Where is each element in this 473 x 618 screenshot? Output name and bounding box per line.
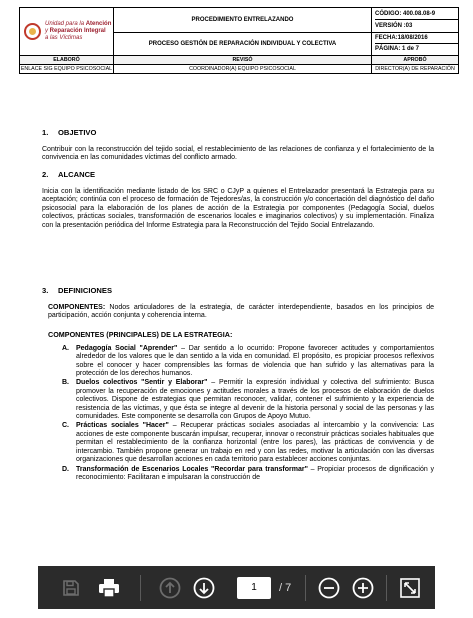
fit-page-button[interactable]	[393, 571, 427, 605]
logo-line2: y	[45, 28, 48, 34]
unidad-victimas-logo	[20, 21, 113, 42]
item-title: Transformación de Escenarios Locales "Recordar para transformar"	[76, 465, 308, 473]
zoom-in-icon	[352, 577, 374, 599]
item-title: Duelos colectivos "Sentir y Elaborar"	[76, 379, 208, 387]
section-title: OBJETIVO	[58, 128, 97, 137]
section-heading	[42, 170, 434, 179]
elaboro-value: ENLACE SIG EQUIPO PSICOSOCIAL	[20, 66, 113, 72]
section-title: ALCANCE	[58, 170, 96, 179]
section-text: Contribuir con la reconstrucción del tejido social, el restablecimiento de las relaciones de confianza y el fortalecimiento de la convivencia en las comunidades víctimas del conflicto armado.	[42, 146, 434, 162]
list-item	[62, 379, 434, 421]
principales-heading: COMPONENTES (PRINCIPALES) DE LA ESTRATEGIA:	[48, 329, 233, 339]
meta-cell-2	[372, 33, 459, 56]
zoom-out-button[interactable]	[312, 571, 346, 605]
section-number: 3.	[42, 286, 49, 295]
fecha-text: FECHA:18/08/2016	[375, 33, 458, 44]
item-text: – Recuperar prácticas sociales asociadas al intercambio y la convivencia: Las acciones de este componente buscarán impulsar, recuperar, innovar o reconstruir prácticas sociales habituales que permitan el restablecimiento de la confianza horizontal (entre los pares), las prácticas de convivencia y de intercambio. También propone generar un trabajo en red y con las redes, motivar la articulación con las diversas organizaciones que desarrollan acciones en cada territorio para establecer acciones conjuntas.	[76, 422, 434, 464]
section-definiciones	[42, 286, 434, 483]
save-button[interactable]	[54, 571, 88, 605]
pdf-viewer-toolbar	[38, 566, 435, 609]
list-item	[62, 345, 434, 379]
section-alcance	[42, 170, 434, 230]
item-letter: B.	[62, 379, 69, 387]
toolbar-divider	[305, 575, 306, 601]
item-title: Prácticas sociales "Hacer"	[76, 422, 169, 430]
section-number: 1.	[42, 128, 49, 137]
logo-bold2: Reparación Integral	[49, 28, 106, 34]
colombia-seal-icon	[24, 23, 41, 40]
page-total: / 7	[279, 581, 292, 594]
item-letter: A.	[62, 344, 69, 352]
document-header	[19, 7, 459, 74]
previous-page-button[interactable]	[153, 571, 187, 605]
zoom-in-button[interactable]	[346, 571, 380, 605]
codigo-text: CÓDIGO: 400.08.08-9	[375, 9, 458, 20]
logo-bold1: Atención	[85, 21, 112, 27]
print-icon	[98, 578, 120, 598]
section-text: Inicia con la identificación mediante listado de los SRC o CJyP a quienes el Entrelazador presentará la Estrategia para su aceptación; continúa con el proceso de formación de Tejedores/as, la construcción y/o concertación del diagnóstico del daño psicosocial para la elaboración de los planes de acción de la Estrategia por componentes (Pedagogía Social, duelos colectivos, prácticas sociales, transformación de escenarios locales e imaginarios colectivos) y su implementación. Finaliza con la presentación periódica del Informe Estrategia para la Reconstrucción del Tejido Social Entrelazando.	[42, 188, 434, 229]
arrow-down-circle-icon	[193, 577, 215, 599]
pagina-text: PÁGINA: 1 de 7	[375, 46, 420, 52]
list-item	[62, 466, 434, 483]
fit-to-page-icon	[400, 578, 420, 598]
meta-cell	[372, 8, 459, 33]
toolbar-divider	[386, 575, 387, 601]
aprobo-label: APROBÓ	[372, 56, 459, 65]
reviso-label: REVISÓ	[114, 56, 372, 65]
item-title: Pedagogía Social "Aprender"	[76, 344, 178, 352]
next-page-button[interactable]	[187, 571, 221, 605]
logo-line3: a las Víctimas	[45, 35, 83, 41]
elaboro-label: ELABORÓ	[20, 56, 114, 65]
section-objetivo	[42, 128, 434, 163]
document-title: PROCEDIMIENTO ENTRELAZANDO	[114, 8, 372, 33]
section-heading	[42, 128, 434, 137]
item-letter: C.	[62, 422, 69, 430]
logo-cell	[20, 8, 114, 56]
section-heading	[42, 286, 434, 295]
document-subtitle: PROCESO GESTIÓN DE REPARACIÓN INDIVIDUAL Y COLECTIVA	[114, 33, 372, 56]
print-button[interactable]	[92, 571, 126, 605]
item-letter: D.	[62, 465, 69, 473]
section-title: DEFINICIONES	[58, 286, 113, 295]
aprobo-value: DIRECTOR(A) DE REPARACIÓN	[372, 65, 459, 74]
version-text: VERSIÓN :03	[375, 23, 413, 29]
componentes-list	[42, 345, 434, 483]
componentes-label: COMPONENTES:	[48, 304, 106, 311]
item-text: – Dar sentido a lo ocurrido: Propone favorecer actitudes y comportamientos alrededor de los valores que le dan sentido a la vida en comunidad. El propósito, es propiciar procesos reflexivos sobre el conocer y hacer comprensibles las formas de violencia que han sufrido y las alternativas para la protección de los derechos humanos.	[76, 344, 434, 378]
section-number: 2.	[42, 170, 49, 179]
zoom-out-icon	[318, 577, 340, 599]
componentes-text: Nodos articuladores de la estrategia, de carácter interdependiente, basados en los principios de participación, acción conjunta y coherencia interna.	[48, 304, 434, 320]
save-icon	[62, 579, 80, 597]
item-text: – Propiciar procesos de dignificación y reconocimiento: Facilitaran e impulsaran la construcción de	[76, 465, 434, 481]
componentes-definition	[42, 304, 434, 321]
item-text: – Permitir la expresión individual y colectiva del sufrimiento: Busca promover la recuperación de emociones y actitudes morales a través de los procesos de elaboración de duelos colectivos. Dispone de estrategias que permitan reconocer, validar, contener el sufrimiento y la experiencia de resistencia de las víctimas, y que ésta se integre al devenir de la historia personal y social de las personas y las comunidades. Este componente se desarrolla con Grupos de Apoyo Mutuo.	[76, 379, 435, 421]
logo-line1: Unidad para la	[45, 21, 85, 27]
page-number-input[interactable]: 1	[237, 577, 271, 599]
toolbar-divider	[140, 575, 141, 601]
list-item	[62, 422, 434, 464]
reviso-value: COORDINADOR(A) EQUIPO PSICOSOCIAL	[114, 65, 372, 74]
arrow-up-circle-icon	[159, 577, 181, 599]
